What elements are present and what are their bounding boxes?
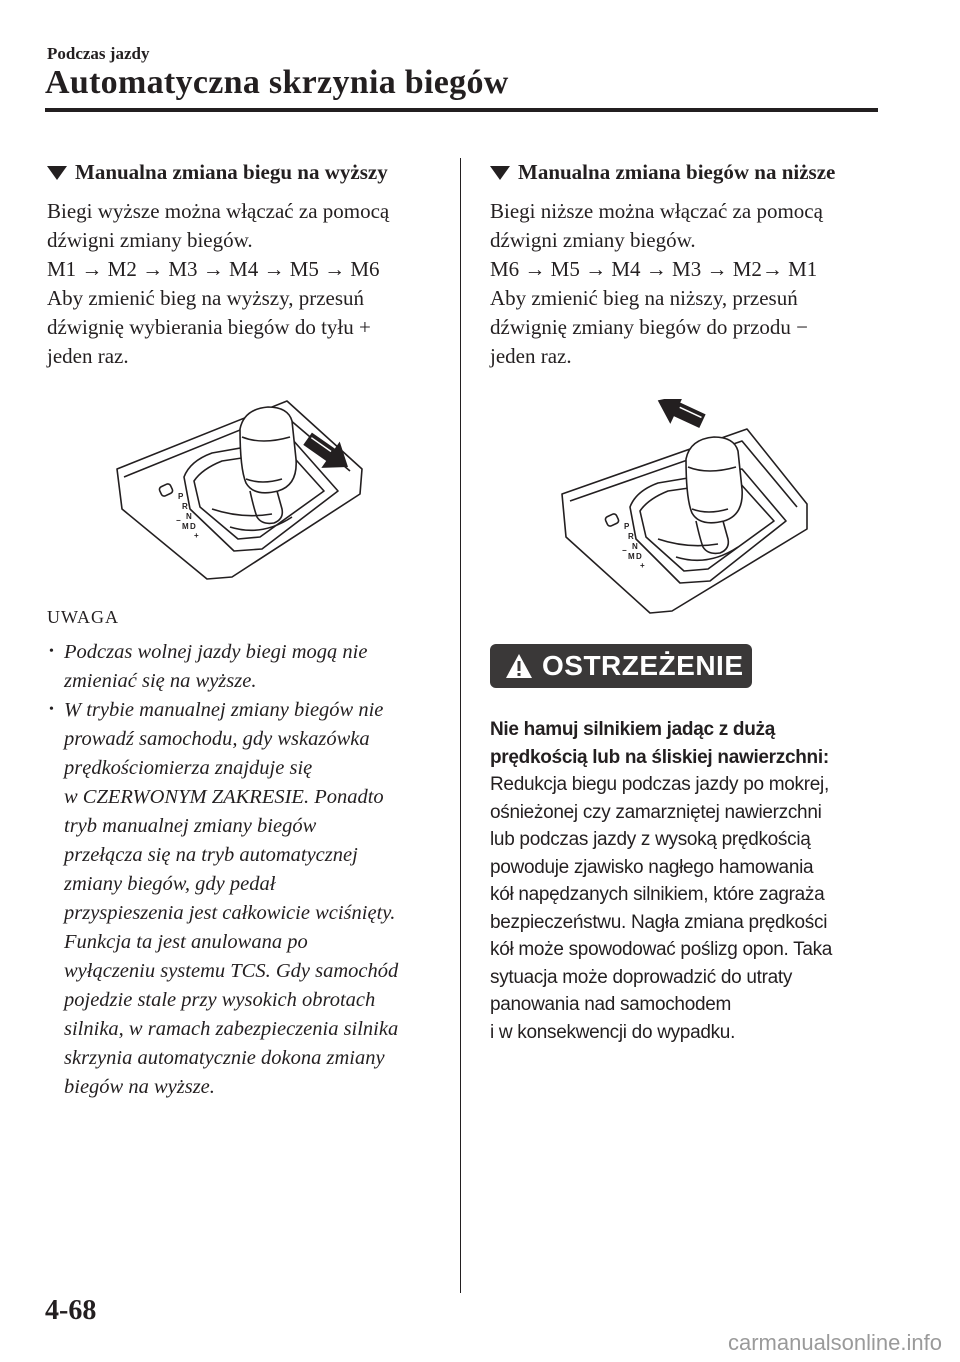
upshift-heading: [47, 160, 452, 185]
gate-label: N: [186, 512, 192, 521]
paragraph-line: dźwignię wybierania biegów do tyłu +: [47, 315, 371, 339]
paragraph-line: dźwignię zmiany biegów do przodu −: [490, 315, 809, 339]
triangle-bullet-icon: [490, 166, 510, 180]
downshift-heading-text: Manualna zmiana biegów na niższe: [518, 160, 836, 184]
left-column: [47, 160, 452, 1102]
warning-body: [490, 716, 880, 1046]
note-label: UWAGA: [47, 607, 119, 627]
warning-line: Redukcja biegu podczas jazdy po mokrej,: [490, 774, 829, 795]
note-line: przełącza się na tryb automatycznej: [64, 844, 358, 866]
warning-bold-line: prędkością lub na śliskiej nawierzchni:: [490, 746, 829, 768]
gate-label: R: [182, 502, 188, 511]
note-line: prędkościomierza znajduje się: [64, 757, 313, 779]
right-column: [490, 160, 880, 1046]
note-line: tryb manualnej zmiany biegów: [64, 815, 317, 837]
note-item: [47, 696, 452, 1102]
gate-label: D: [636, 552, 642, 561]
gate-label: P: [624, 522, 630, 531]
column-divider: [460, 158, 461, 1293]
note-line: zmieniać się na wyższe.: [64, 670, 257, 692]
warning-label: OSTRZEŻENIE: [542, 650, 744, 681]
warning-line: ośnieżonej czy zamarzniętej nawierzchni: [490, 801, 822, 823]
warning-line: bezpieczeństwu. Nagła zmiana prędkości: [490, 911, 828, 933]
note-line: • W trybie manualnej zmiany biegów nie: [64, 699, 384, 721]
warning-triangle-icon: [504, 652, 534, 680]
warning-line: lub podczas jazdy z wysoką prędkością: [490, 829, 811, 850]
note-line: silnika, w ramach zabezpieczenia silnika: [64, 1018, 399, 1040]
footer-watermark-link[interactable]: carmanualsonline.info: [727, 1330, 942, 1355]
paragraph-line: Aby zmienić bieg na wyższy, przesuń: [47, 286, 365, 310]
page-number: 4-68: [45, 1295, 97, 1326]
note-line: wyłączeniu systemu TCS. Gdy samochód: [64, 960, 399, 982]
paragraph-line: jeden raz.: [47, 344, 129, 368]
paragraph-line: dźwigni zmiany biegów.: [490, 228, 696, 252]
downshift-illustration: [490, 399, 880, 624]
note-line: w CZERWONYM ZAKRESIE. Ponadto: [64, 786, 384, 808]
warning-line: sytuacja może doprowadzić do utraty: [490, 966, 793, 988]
note-line: prowadź samochodu, gdy wskazówka: [64, 728, 370, 750]
paragraph-line: Aby zmienić bieg na niższy, przesuń: [490, 286, 798, 310]
gate-label: +: [194, 531, 199, 540]
paragraph-line: Biegi niższe można włączać za pomocą: [490, 199, 823, 223]
warning-badge: [490, 644, 752, 688]
note-line: Funkcja ta jest anulowana po: [64, 931, 308, 953]
downshift-heading: [490, 160, 880, 185]
gate-label: M: [628, 552, 635, 561]
gate-label: D: [190, 522, 196, 531]
paragraph-line: Biegi wyższe można włączać za pomocą: [47, 199, 390, 223]
gear-lever-push-back-illustration: [112, 399, 412, 584]
gate-label: −: [622, 546, 627, 555]
warning-line: kół napędzanych silnikiem, które zagraża: [490, 884, 825, 905]
title-rule: [45, 108, 878, 112]
gear-lever-push-forward-illustration: [552, 399, 872, 619]
warning-bold-line: Nie hamuj silnikiem jadąc z dużą: [490, 719, 775, 740]
gate-label: P: [178, 492, 184, 501]
warning-line: powoduje zjawisko nagłego hamowania: [490, 856, 814, 878]
note-list: [47, 638, 452, 1102]
note-line: przyspieszenia jest całkowicie wciśnięty.: [64, 902, 396, 924]
section-label: Podczas jazdy: [47, 44, 150, 63]
note-line: zmiany biegów, gdy pedał: [64, 873, 276, 895]
gate-label: +: [640, 561, 645, 570]
note-line: skrzynia automatycznie dokona zmiany: [64, 1047, 385, 1069]
gate-label: M: [182, 522, 189, 531]
warning-line: i w konsekwencji do wypadku.: [490, 1021, 736, 1043]
upshift-paragraph: [47, 197, 452, 371]
gate-label: N: [632, 542, 638, 551]
upshift-heading-text: Manualna zmiana biegu na wyższy: [75, 160, 388, 184]
gate-label: −: [176, 516, 181, 525]
paragraph-line: M6 → M5 → M4 → M3 → M2→ M1: [490, 257, 818, 281]
page-title: Automatyczna skrzynia biegów: [45, 64, 509, 101]
paragraph-line: dźwigni zmiany biegów.: [47, 228, 253, 252]
upshift-illustration: [47, 399, 452, 589]
note-item: [47, 638, 452, 696]
downshift-paragraph: [490, 197, 880, 371]
paragraph-line: jeden raz.: [490, 344, 572, 368]
note-line: pojedzie stale przy wysokich obrotach: [64, 989, 376, 1011]
warning-line: kół może spowodować poślizg opon. Taka: [490, 939, 833, 960]
note-line: • Podczas wolnej jazdy biegi mogą nie: [64, 641, 368, 663]
gate-label: R: [628, 532, 634, 541]
warning-line: panowania nad samochodem: [490, 994, 732, 1015]
paragraph-line: M1 → M2 → M3 → M4 → M5 → M6: [47, 257, 380, 281]
triangle-bullet-icon: [47, 166, 67, 180]
note-line: biegów na wyższe.: [64, 1076, 215, 1098]
